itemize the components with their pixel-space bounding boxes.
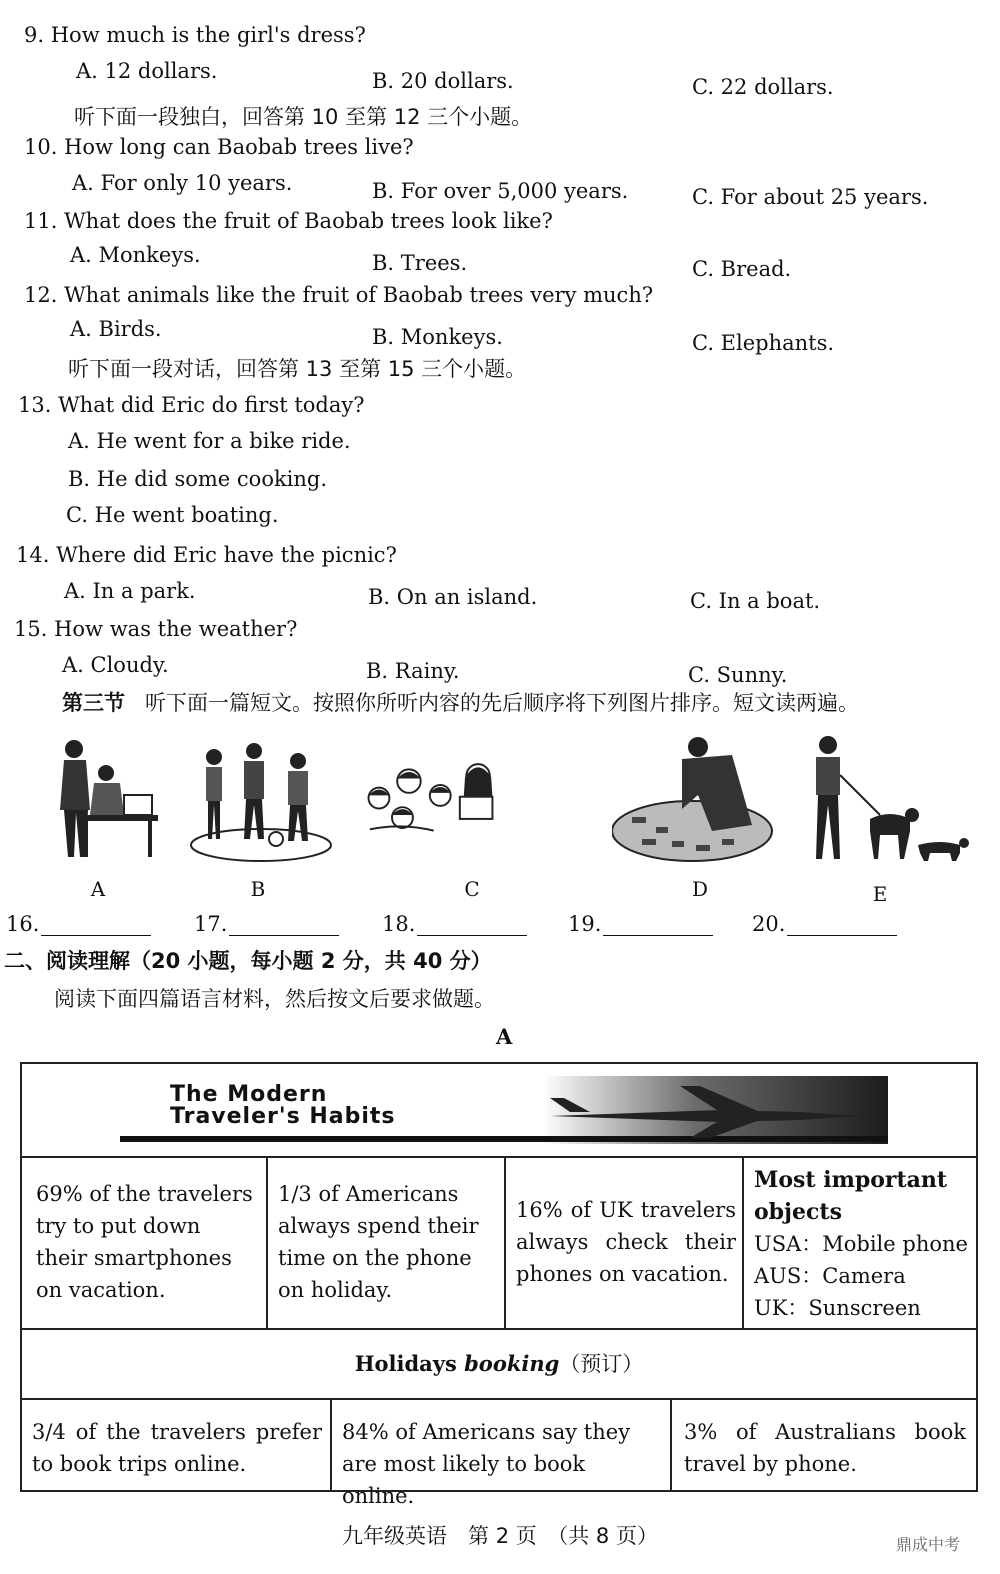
picture-a-office-illustration [34, 735, 184, 865]
passage-label: A [496, 1024, 513, 1049]
monologue-instruction: 听下面一段独白，回答第 10 至第 12 三个小题。 [74, 105, 533, 129]
object-aus: AUS：Camera [754, 1264, 906, 1288]
question-13: 13. What did Eric do first today? [18, 393, 365, 417]
answer-blank-16[interactable]: 16. [6, 912, 151, 936]
q9-option-c: C. 22 dollars. [692, 75, 834, 99]
q13-option-b: B. He did some cooking. [68, 467, 328, 491]
stat-book-online: 3/4 of the travelers prefer to book trips online. [32, 1420, 322, 1476]
q12-option-a: A. Birds. [70, 317, 162, 341]
q12-option-c: C. Elephants. [692, 331, 835, 355]
most-important-objects [754, 1164, 974, 1324]
dialogue-instruction: 听下面一段对话，回答第 13 至第 15 三个小题。 [68, 357, 527, 381]
q10-option-b: B. For over 5,000 years. [372, 179, 629, 203]
object-uk: UK：Sunscreen [754, 1296, 921, 1320]
q15-option-c: C. Sunny. [688, 663, 788, 687]
picture-c-reading-group-illustration [362, 735, 512, 865]
picture-e-dog-walking-illustration [800, 735, 980, 865]
stat-australians-phone-booking: 3% of Australians book travel by phone. [684, 1420, 966, 1476]
answer-blank-19[interactable]: 19. [568, 912, 713, 936]
q13-option-c: C. He went boating. [66, 503, 279, 527]
section3-instruction: 第三节 听下面一篇短文。按照你所听内容的先后顺序将下列图片排序。短文读两遍。 [62, 691, 860, 715]
question-14: 14. Where did Eric have the picnic? [16, 543, 397, 567]
question-10: 10. How long can Baobab trees live? [24, 135, 414, 159]
question-11: 11. What does the fruit of Baobab trees look like? [24, 209, 553, 233]
q10-option-c: C. For about 25 years. [692, 185, 929, 209]
q12-option-b: B. Monkeys. [372, 325, 503, 349]
object-usa: USA：Mobile phone [754, 1232, 968, 1256]
q11-option-c: C. Bread. [692, 257, 792, 281]
q9-option-b: B. 20 dollars. [372, 69, 514, 93]
q13-option-a: A. He went for a bike ride. [68, 429, 351, 453]
q14-option-b: B. On an island. [368, 585, 538, 609]
q14-option-c: C. In a boat. [690, 589, 821, 613]
infographic-title: The Modern Traveler's Habits [170, 1082, 396, 1129]
watermark-logo: 鼎成中考 [895, 1535, 960, 1554]
traveler-habits-infographic [20, 1062, 978, 1508]
q10-option-a: A. For only 10 years. [72, 171, 293, 195]
reading-instruction: 阅读下面四篇语言材料，然后按文后要求做题。 [54, 987, 495, 1011]
picture-e-label: E [872, 882, 888, 906]
picture-c-label: C [464, 877, 480, 901]
answer-blank-17[interactable]: 17. [194, 912, 339, 936]
q15-option-a: A. Cloudy. [62, 653, 169, 677]
answer-blank-20[interactable]: 20. [752, 912, 897, 936]
infographic-banner [120, 1076, 888, 1144]
stat-put-down-phones: 69% of the travelers try to put down their smartphones on vacation. [36, 1182, 253, 1302]
question-12: 12. What animals like the fruit of Baobab trees very much? [24, 283, 654, 307]
q11-option-b: B. Trees. [372, 251, 468, 275]
question-9: 9. How much is the girl's dress? [24, 23, 366, 47]
stat-americans-book-online: 84% of Americans say they are most likely to book online. [342, 1420, 631, 1508]
page-footer: 九年级英语 第 2 页 （共 8 页） [342, 1524, 658, 1548]
q14-option-a: A. In a park. [64, 579, 196, 603]
picture-d-recycling-illustration [612, 735, 782, 865]
question-15: 15. How was the weather? [14, 617, 298, 641]
reading-section-heading: 二、阅读理解（20 小题，每小题 2 分，共 40 分） [4, 949, 492, 973]
q11-option-a: A. Monkeys. [70, 243, 201, 267]
picture-a-label: A [90, 877, 106, 901]
stat-uk-check-phones: 16% of UK travelers always check their phones on vacation. [516, 1198, 736, 1286]
answer-blank-18[interactable]: 18. [382, 912, 527, 936]
picture-d-label: D [691, 877, 709, 901]
stat-americans-phone-time: 1/3 of Americans always spend their time on the phone on holiday. [278, 1182, 479, 1302]
picture-b-label: B [250, 877, 266, 901]
objects-title: Most important objects [754, 1167, 948, 1225]
picture-b-soccer-illustration [186, 735, 336, 865]
q9-option-a: A. 12 dollars. [76, 59, 218, 83]
q15-option-b: B. Rainy. [366, 659, 460, 683]
booking-heading: Holidays booking（预订） [354, 1351, 644, 1376]
